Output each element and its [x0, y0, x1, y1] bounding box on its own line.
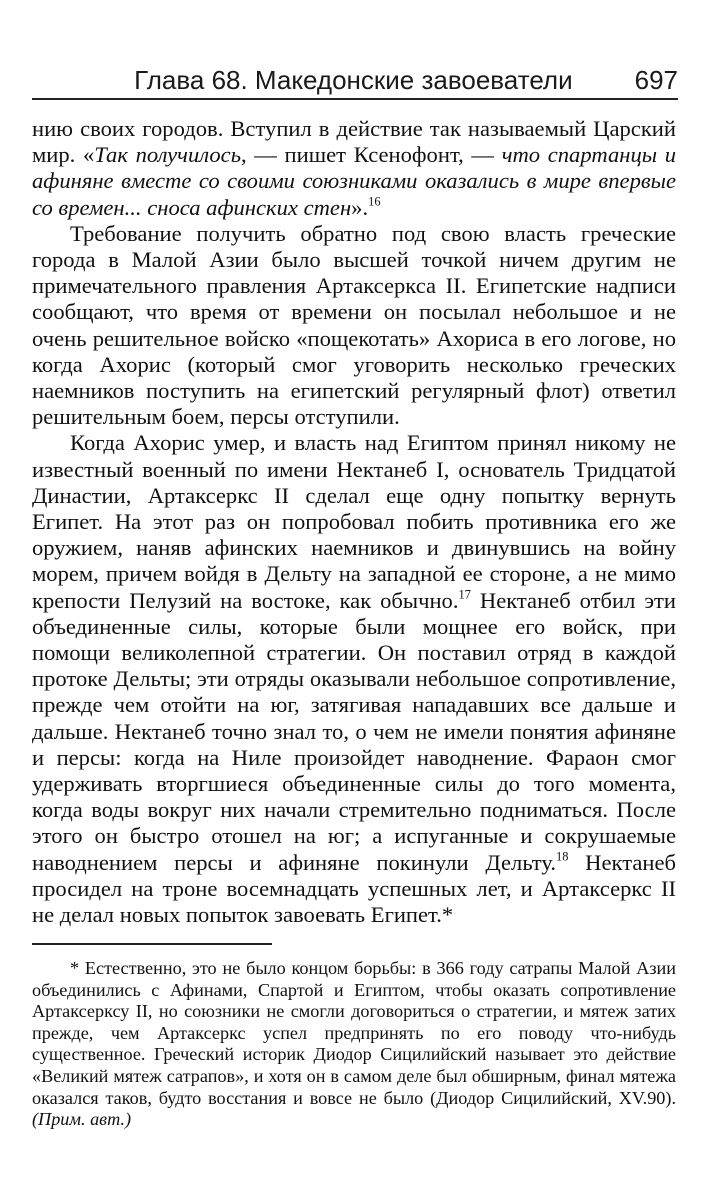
- paragraph-3-text-b: Нектанеб отбил эти объединенные силы, которые были мощнее его войск, при помощи великолепной стратегии. Он поставил отряд в каждой протоке Дельты; эти отряды оказывали небольшое сопротивление, прежде чем отойти на юг, затягивая нападавших все дальше и дальше. Нектанеб точно знал то, о чем не имели понятия афиняне и персы: когда на Ниле произойдет наводнение. Фараон смог удерживать вторгшиеся объединенные силы до того момента, когда воды вокруг них начали стремительно подниматься. После этого он быстро отошел на юг; а испуганные и сокрушаемые наводнением персы и афиняне покинули Дельту.: [32, 587, 676, 875]
- paragraph-2: Требование получить обратно под свою власть греческие города в Малой Азии было высшей точкой ничем другим не примечательного правления Артаксеркса II. Египетские надписи сообщают, что время от времени он посылал небольшое и не очень решительное войско «пощекотать» Ахориса в его логове, но когда Ахорис (который смог уговорить несколько греческих наемников поступить на египетский регулярный флот) ответил решительным боем, персы отступили.: [32, 220, 676, 430]
- paragraph-1-text-c: ».: [351, 194, 369, 220]
- main-text: [32, 116, 676, 928]
- paragraph-1: [32, 116, 676, 221]
- paragraph-1-text-a: нию своих городов. Вступил в действие так называемый Царский мир. «: [32, 116, 676, 168]
- paragraph-3: [32, 430, 676, 928]
- footnote-paragraph: [32, 958, 676, 1131]
- footnote-note: (Прим. авт.): [32, 1109, 132, 1130]
- paragraph-3-text-a: Когда Ахорис умер, и власть над Египтом принял никому не известный военный по имени Нектанеб I, основатель Тридцатой Династии, Артаксеркс II сделал еще одну попытку вернуть Египет. На этот раз он попробовал побить противника его же оружием, наняв афинских наемников и двинувшись на войну морем, причем войдя в Дельту на западной ее стороне, а не мимо крепости Пелузий на востоке, как обычно.: [32, 430, 676, 613]
- chapter-title: Глава 68. Македонские завоеватели: [134, 65, 573, 95]
- endnote-ref-17: 17: [458, 587, 471, 602]
- footnote: [32, 958, 676, 1131]
- endnote-ref-18: 18: [556, 849, 569, 864]
- quote-italic-a: Так получилось: [94, 142, 241, 168]
- quote-italic-b: что спартанцы и афиняне вместе со своими союзниками оказались в мире впервые со времен... сноса афинских стен: [32, 142, 677, 220]
- paragraph-1-text-b: , — пишет Ксенофонт, —: [241, 142, 502, 168]
- footnote-divider: [32, 943, 272, 945]
- footnote-text: * Естественно, это не было концом борьбы: в 366 году сатрапы Малой Азии объединились с Афинами, Спартой и Египтом, чтобы оказать сопротивление Артаксерксу II, но союзники не смогли договориться о стратегии, и мятеж затих прежде, чем Артаксеркс успел предпринять по его поводу что-нибудь существенное. Греческий историк Диодор Сицилийский называет это действие «Великий мятеж сатрапов», и хотя он в самом деле был обширным, финал мятежа оказался таков, будто восстания и вовсе не было (Диодор Сицилийский, XV.90).: [32, 958, 676, 1108]
- page-number: 697: [634, 65, 678, 95]
- header-divider: [32, 98, 678, 100]
- paragraph-3-text-c: Нектанеб просидел на троне восемнадцать успешных лет, и Артаксеркс II не делал новых попыток завоевать Египет.*: [32, 849, 676, 928]
- running-header: [32, 52, 678, 96]
- endnote-ref-16: 16: [368, 194, 381, 209]
